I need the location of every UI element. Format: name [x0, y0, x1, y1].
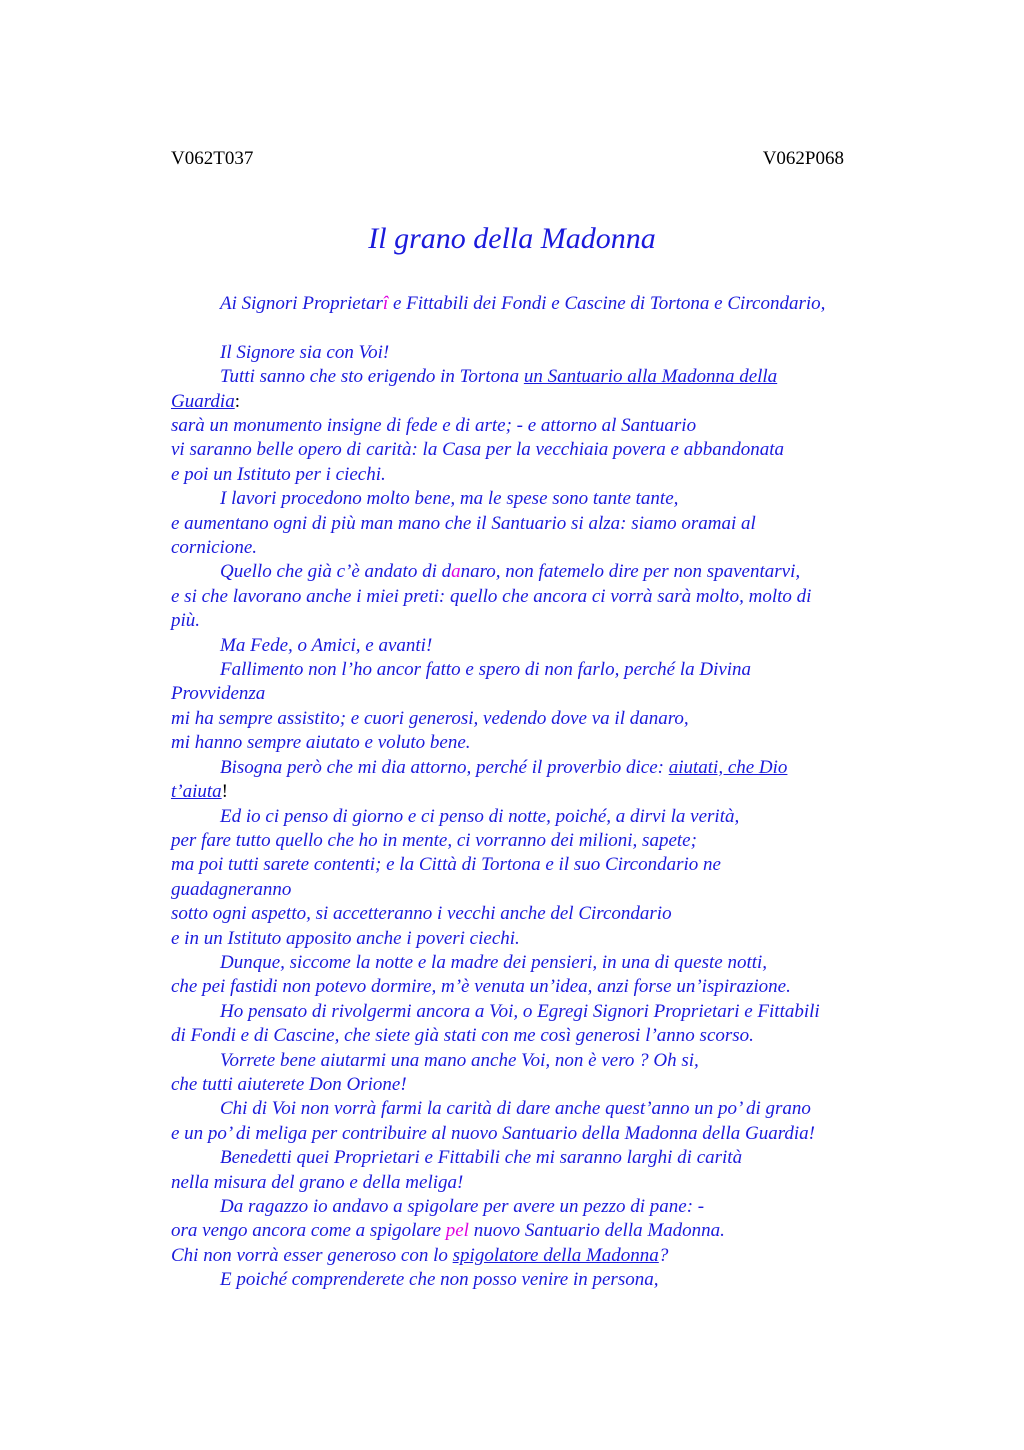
document-title: Il grano della Madonna — [368, 222, 656, 255]
text-span: ! — [221, 781, 228, 803]
highlighted-char: a — [451, 561, 461, 583]
text-line: e un po’ di meliga per contribuire al nuovo Santuario della Madonna della Guardia! — [171, 1122, 815, 1144]
text-span: e Fittabili dei Fondi e Cascine di Tortona e Circondario, — [388, 293, 826, 314]
text-line: Da ragazzo io andavo a spigolare per avere un pezzo di pane: - — [220, 1196, 705, 1218]
text-span: Quello che già c’è andato di d — [220, 561, 452, 583]
text-line: per fare tutto quello che ho in mente, ci vorranno dei milioni, sapete; — [171, 829, 697, 851]
page-code-right: V062P068 — [762, 148, 844, 169]
text-span: nuovo Santuario della Madonna. — [468, 1220, 725, 1242]
text-span: : — [234, 390, 240, 412]
text-span: ? — [658, 1244, 669, 1266]
letter-body — [171, 292, 891, 1293]
text-line: mi hanno sempre aiutato e voluto bene. — [171, 732, 471, 754]
text-line: Vorrete bene aiutarmi una mano anche Voi, non è vero ? Oh si, — [220, 1049, 699, 1071]
text-span: Ai Signori Proprietar — [220, 293, 383, 314]
underlined-text: Guardia — [171, 390, 235, 412]
underlined-text: t’aiuta — [171, 781, 222, 803]
text-line: E poiché comprenderete che non posso venire in persona, — [220, 1269, 659, 1291]
underlined-text: aiutati, che Dio — [668, 756, 788, 778]
text-line: e si che lavorano anche i miei preti: quello che ancora ci vorrà sarà molto, molto di — [171, 585, 812, 607]
text-line: che tutti aiuterete Don Orione! — [171, 1073, 407, 1095]
text-line — [171, 1219, 891, 1243]
text-line — [171, 756, 891, 780]
blank-line — [171, 316, 891, 340]
text-line: ma poi tutti sarete contenti; e la Città di Tortona e il suo Circondario ne — [171, 854, 721, 876]
text-line: Chi di Voi non vorrà farmi la carità di dare anche quest’anno un po’ di grano — [220, 1098, 811, 1120]
text-line — [171, 780, 891, 804]
text-span: Tutti sanno che sto erigendo in Tortona — [220, 366, 524, 388]
text-span: Chi non vorrà esser generoso con lo — [171, 1244, 453, 1266]
text-line: e in un Istituto apposito anche i poveri ciechi. — [171, 927, 520, 949]
text-line — [171, 1244, 891, 1268]
text-line — [171, 560, 891, 584]
salutation-line — [171, 292, 891, 316]
text-line: più. — [171, 610, 201, 632]
document-code-left: V062T037 — [171, 148, 254, 169]
text-line: Ed io ci penso di giorno e ci penso di notte, poiché, a dirvi la verità, — [220, 805, 740, 827]
text-line: Ho pensato di rivolgermi ancora a Voi, o Egregi Signori Proprietari e Fittabili — [220, 1000, 820, 1022]
text-line: Ma Fede, o Amici, e avanti! — [220, 634, 433, 656]
text-line: sotto ogni aspetto, si accetteranno i vecchi anche del Circondario — [171, 903, 672, 925]
text-line: Provvidenza — [171, 683, 266, 705]
highlighted-char: î — [382, 293, 389, 314]
underlined-text: spigolatore della Madonna — [452, 1244, 659, 1266]
text-line: e poi un Istituto per i ciechi. — [171, 463, 386, 485]
text-line: Benedetti quei Proprietari e Fittabili che mi saranno larghi di carità — [220, 1147, 743, 1169]
text-span: Bisogna però che mi dia attorno, perché il proverbio dice: — [220, 756, 669, 778]
text-span: ora vengo ancora come a spigolare — [171, 1220, 446, 1242]
text-line — [171, 390, 891, 414]
text-line: di Fondi e di Cascine, che siete già stati con me così generosi l’anno scorso. — [171, 1025, 754, 1047]
text-line: cornicione. — [171, 537, 258, 559]
text-span: naro, non fatemelo dire per non spaventarvi, — [460, 561, 801, 583]
text-line: mi ha sempre assistito; e cuori generosi, vedendo dove va il danaro, — [171, 707, 689, 729]
text-line: I lavori procedono molto bene, ma le spese sono tante tante, — [220, 488, 679, 510]
text-line: Fallimento non l’ho ancor fatto e spero di non farlo, perché la Divina — [220, 659, 752, 681]
text-line: sarà un monumento insigne di fede e di arte; - e attorno al Santuario — [171, 415, 697, 437]
underlined-text: un Santuario alla Madonna della — [523, 366, 778, 388]
text-line: che pei fastidi non potevo dormire, m’è venuta un’idea, anzi forse un’ispirazione. — [171, 976, 791, 998]
text-line: Il Signore sia con Voi! — [220, 341, 390, 363]
text-line: Dunque, siccome la notte e la madre dei pensieri, in una di queste notti, — [220, 951, 768, 973]
text-line: guadagneranno — [171, 878, 292, 900]
text-line: e aumentano ogni di più man mano che il Santuario si alza: siamo oramai al — [171, 512, 756, 534]
text-line: nella misura del grano e della meliga! — [171, 1171, 464, 1193]
text-line: vi saranno belle opero di carità: la Casa per la vecchiaia povera e abbandonata — [171, 439, 785, 461]
text-line — [171, 365, 891, 389]
highlighted-word: pel — [445, 1220, 469, 1242]
